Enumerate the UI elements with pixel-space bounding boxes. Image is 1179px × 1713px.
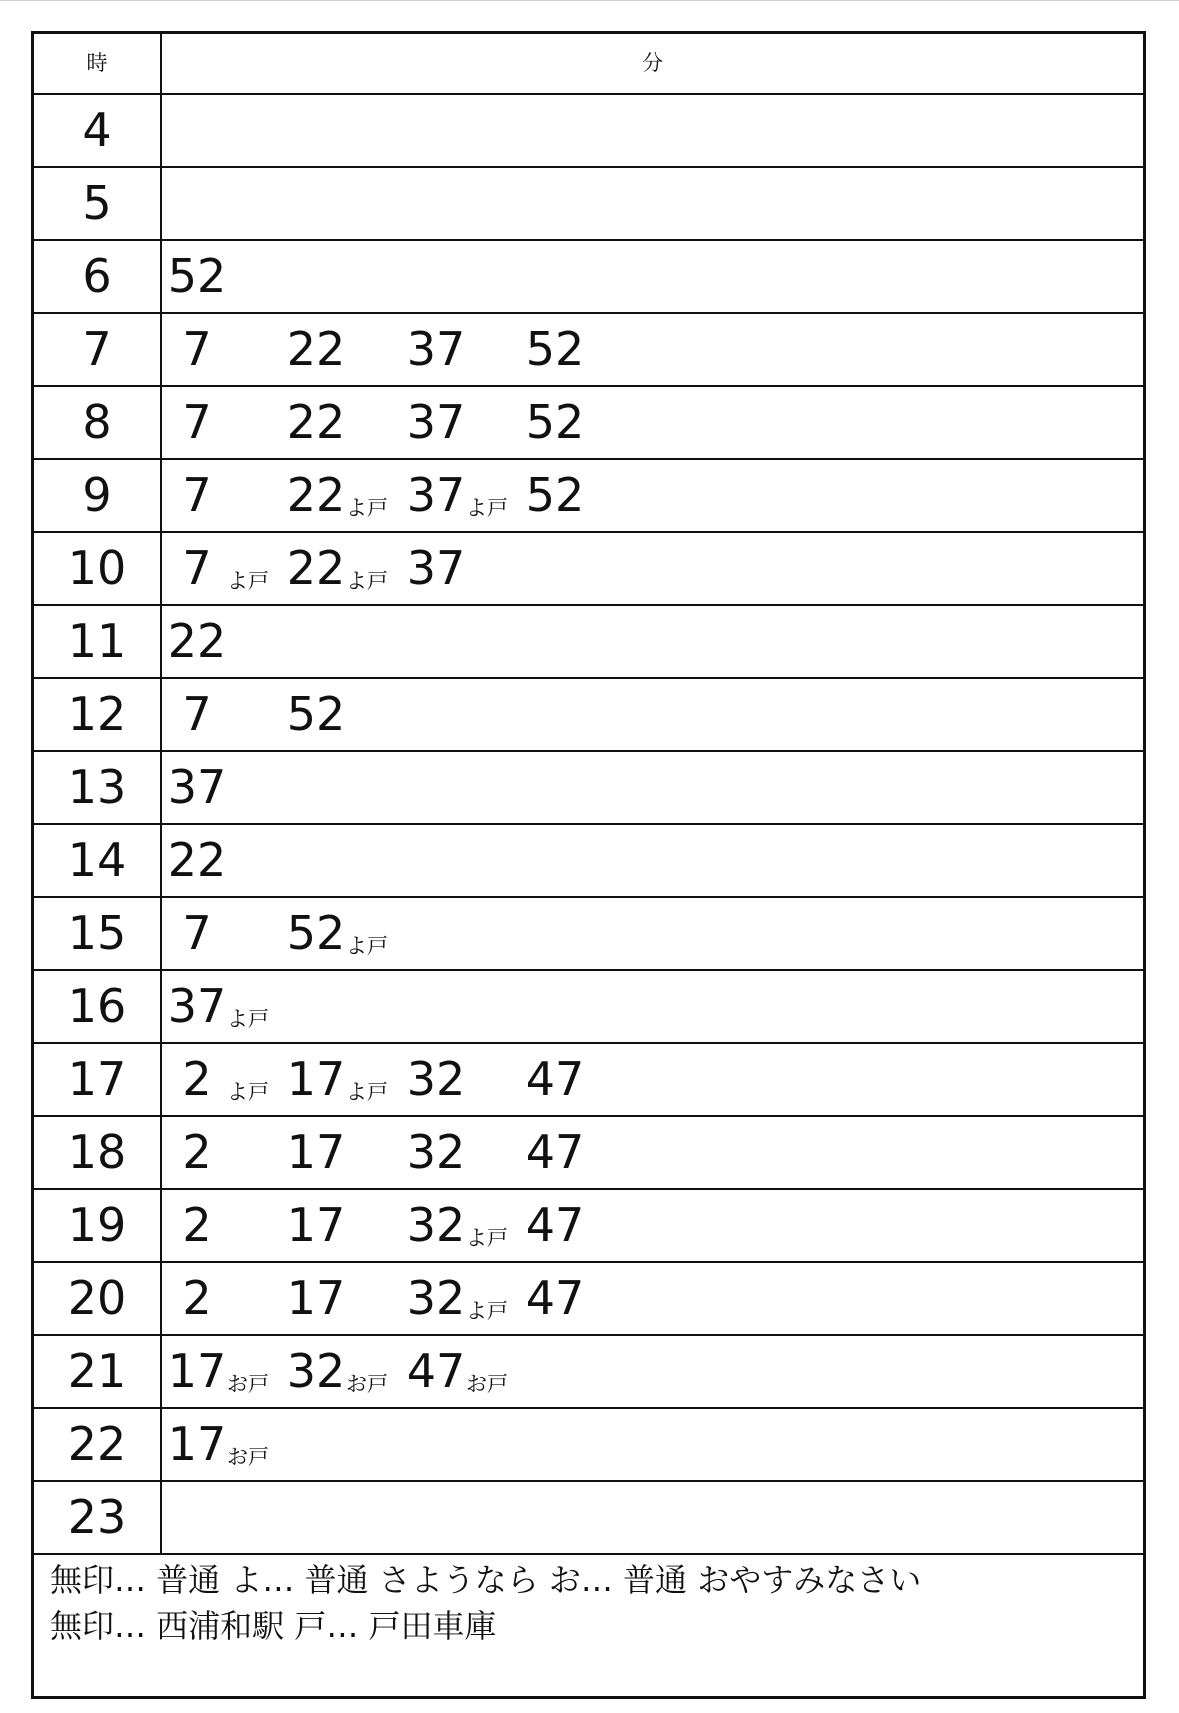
departure-minute: 52 xyxy=(167,249,227,303)
hour-label: 19 xyxy=(34,1190,162,1261)
departure-minute: 17 xyxy=(286,1198,346,1252)
departure xyxy=(167,825,297,896)
hour-label: 8 xyxy=(34,387,162,458)
departure xyxy=(525,460,655,531)
hour-row xyxy=(34,387,1143,460)
departure-mark: よ戸 xyxy=(227,1007,269,1031)
departure-mark: よ戸 xyxy=(346,934,388,958)
departure xyxy=(167,533,297,604)
departure-minute: 2 xyxy=(182,1271,212,1325)
departure xyxy=(525,1190,655,1261)
departure-minute: 17 xyxy=(286,1125,346,1179)
departure-minute: 37 xyxy=(406,395,466,449)
departure-minute: 52 xyxy=(286,687,346,741)
departure-mark: お戸 xyxy=(227,1372,269,1396)
departure-minute: 37 xyxy=(406,468,466,522)
departure xyxy=(167,1190,297,1261)
hour-label: 23 xyxy=(34,1482,162,1553)
departure xyxy=(167,679,297,750)
departure-minute: 7 xyxy=(182,322,212,376)
hour-label: 6 xyxy=(34,241,162,312)
hour-row xyxy=(34,606,1143,679)
hour-row xyxy=(34,1044,1143,1117)
departure xyxy=(167,1263,297,1334)
hour-row xyxy=(34,1190,1143,1263)
departure xyxy=(525,1044,655,1115)
hour-label: 22 xyxy=(34,1409,162,1480)
departure-minute: 52 xyxy=(525,468,585,522)
hour-label: 12 xyxy=(34,679,162,750)
departure xyxy=(167,752,297,823)
departure xyxy=(286,460,416,531)
hour-row xyxy=(34,1263,1143,1336)
hour-label: 4 xyxy=(34,95,162,166)
departure-minute: 22 xyxy=(286,322,346,376)
hour-row xyxy=(34,241,1143,314)
departure-mark: よ戸 xyxy=(466,496,508,520)
departure-minute: 2 xyxy=(182,1198,212,1252)
departure xyxy=(286,1190,416,1261)
departure-minute: 47 xyxy=(406,1344,466,1398)
departure xyxy=(406,314,536,385)
departure-minute: 22 xyxy=(286,541,346,595)
departure-minute: 47 xyxy=(525,1198,585,1252)
hour-row xyxy=(34,168,1143,241)
departure-minute: 22 xyxy=(167,833,227,887)
departure xyxy=(286,1263,416,1334)
departure-minute: 47 xyxy=(525,1052,585,1106)
departure-minute: 7 xyxy=(182,468,212,522)
departure-minute: 2 xyxy=(182,1052,212,1106)
hour-label: 20 xyxy=(34,1263,162,1334)
departure-mark: よ戸 xyxy=(346,1080,388,1104)
hour-row xyxy=(34,1409,1143,1482)
departure-minute: 37 xyxy=(406,322,466,376)
hour-label: 9 xyxy=(34,460,162,531)
hour-label: 7 xyxy=(34,314,162,385)
departure-minute: 22 xyxy=(167,614,227,668)
departure-minute: 32 xyxy=(406,1052,466,1106)
hour-row xyxy=(34,752,1143,825)
departure xyxy=(406,533,536,604)
hour-label: 13 xyxy=(34,752,162,823)
top-divider xyxy=(0,0,1179,1)
timetable-header xyxy=(34,34,1143,95)
departure xyxy=(167,971,297,1042)
hour-row xyxy=(34,825,1143,898)
departure-minute: 37 xyxy=(406,541,466,595)
departure-minute: 32 xyxy=(406,1198,466,1252)
hour-row xyxy=(34,314,1143,387)
departure-minute: 32 xyxy=(406,1125,466,1179)
departure xyxy=(167,460,297,531)
departure xyxy=(525,1263,655,1334)
departure xyxy=(167,1117,297,1188)
timetable-rows xyxy=(34,95,1143,1555)
departure xyxy=(286,679,416,750)
departure-minute: 32 xyxy=(286,1344,346,1398)
departure xyxy=(167,1336,297,1407)
departure xyxy=(406,1044,536,1115)
departure xyxy=(286,1117,416,1188)
departure xyxy=(406,387,536,458)
departure-minute: 17 xyxy=(167,1344,227,1398)
departure xyxy=(167,1044,297,1115)
departure-mark: よ戸 xyxy=(227,1080,269,1104)
departure-minute: 37 xyxy=(167,979,227,1033)
departure-minute: 47 xyxy=(525,1271,585,1325)
departure-mark: よ戸 xyxy=(346,569,388,593)
departure-minute: 22 xyxy=(286,468,346,522)
hour-row xyxy=(34,1336,1143,1409)
hour-label: 11 xyxy=(34,606,162,677)
departure-mark: お戸 xyxy=(227,1445,269,1469)
departure-minute: 7 xyxy=(182,541,212,595)
hour-label: 15 xyxy=(34,898,162,969)
departure xyxy=(167,898,297,969)
hour-row xyxy=(34,971,1143,1044)
departure-minute: 7 xyxy=(182,687,212,741)
departure xyxy=(167,1409,297,1480)
hour-row xyxy=(34,533,1143,606)
departure-mark: よ戸 xyxy=(466,1226,508,1250)
departure xyxy=(525,314,655,385)
departure-minute: 17 xyxy=(167,1417,227,1471)
departure-minute: 7 xyxy=(182,906,212,960)
hour-label: 10 xyxy=(34,533,162,604)
hour-row xyxy=(34,1117,1143,1190)
departure xyxy=(167,241,297,312)
timetable xyxy=(31,31,1146,1699)
departure xyxy=(167,606,297,677)
departure xyxy=(286,1044,416,1115)
hour-label: 17 xyxy=(34,1044,162,1115)
departure xyxy=(406,1117,536,1188)
departure xyxy=(406,460,536,531)
departure xyxy=(525,387,655,458)
departure xyxy=(525,1117,655,1188)
departure-minute: 17 xyxy=(286,1271,346,1325)
departure xyxy=(286,898,416,969)
departure-minute: 52 xyxy=(525,395,585,449)
hour-row xyxy=(34,1482,1143,1555)
departure-minute: 2 xyxy=(182,1125,212,1179)
departure-minute: 52 xyxy=(525,322,585,376)
departure xyxy=(286,314,416,385)
departure xyxy=(286,533,416,604)
departure-mark: よ戸 xyxy=(346,496,388,520)
departure xyxy=(406,1263,536,1334)
legend xyxy=(34,1557,1143,1649)
hour-row xyxy=(34,95,1143,168)
departure-minute: 47 xyxy=(525,1125,585,1179)
hour-label: 21 xyxy=(34,1336,162,1407)
legend-service-line: 無印… 普通 よ… 普通 さようなら お… 普通 おやすみなさい xyxy=(50,1561,922,1599)
departure-minute: 32 xyxy=(406,1271,466,1325)
departure-mark: お戸 xyxy=(466,1372,508,1396)
departure-minute: 37 xyxy=(167,760,227,814)
minute-column-header: 分 xyxy=(642,51,663,75)
hour-label: 18 xyxy=(34,1117,162,1188)
departure xyxy=(286,1336,416,1407)
departure-mark: よ戸 xyxy=(466,1299,508,1323)
departure xyxy=(167,314,297,385)
departure-minute: 52 xyxy=(286,906,346,960)
departure-minute: 22 xyxy=(286,395,346,449)
departure-mark: よ戸 xyxy=(227,569,269,593)
hour-label: 5 xyxy=(34,168,162,239)
departure-minute: 7 xyxy=(182,395,212,449)
departure-minute: 17 xyxy=(286,1052,346,1106)
legend-destination-line: 無印… 西浦和駅 戸… 戸田車庫 xyxy=(50,1607,497,1645)
departure xyxy=(286,387,416,458)
departure xyxy=(406,1336,536,1407)
hour-row xyxy=(34,679,1143,752)
hour-label: 14 xyxy=(34,825,162,896)
hour-row xyxy=(34,898,1143,971)
hour-column-header: 時 xyxy=(34,34,162,93)
departure-mark: お戸 xyxy=(346,1372,388,1396)
hour-row xyxy=(34,460,1143,533)
departure xyxy=(167,387,297,458)
departure xyxy=(406,1190,536,1261)
hour-label: 16 xyxy=(34,971,162,1042)
